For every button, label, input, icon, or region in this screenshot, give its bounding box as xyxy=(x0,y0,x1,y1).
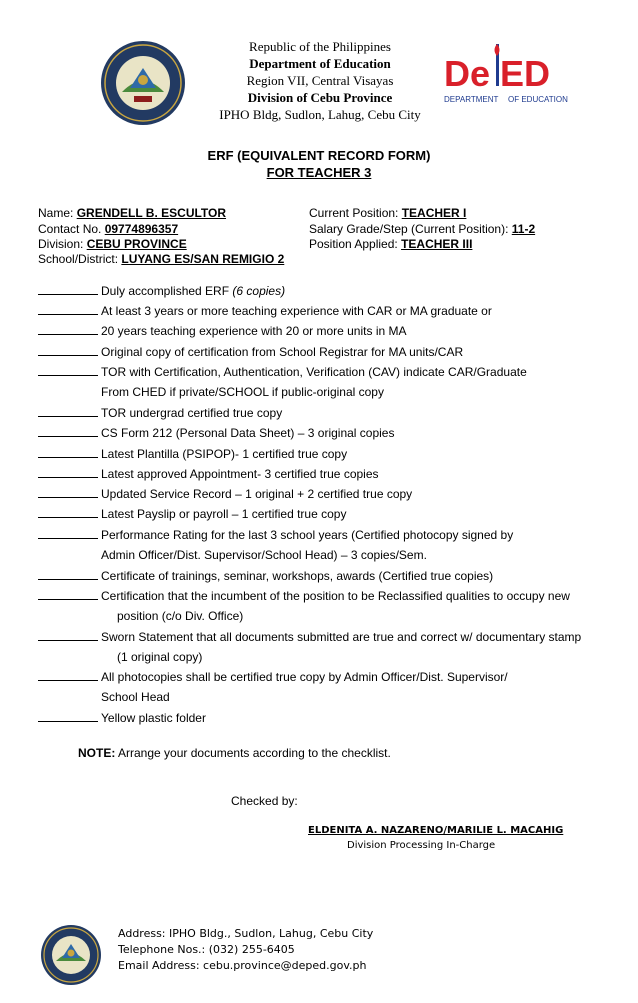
contact-value: 09774896357 xyxy=(104,222,179,236)
salary-label: Salary Grade/Step (Current Position): xyxy=(309,222,512,236)
checklist-item: Performance Rating for the last 3 school years (Certified photocopy signed by xyxy=(38,527,618,543)
division-field xyxy=(38,236,187,252)
checkbox-blank[interactable] xyxy=(38,506,98,518)
checkbox-blank[interactable] xyxy=(38,568,98,580)
checkbox-blank[interactable] xyxy=(38,588,98,600)
checkbox-blank[interactable] xyxy=(38,283,98,295)
republic-line: Republic of the Philippines xyxy=(249,39,391,54)
svg-text:De: De xyxy=(444,53,491,94)
checkbox-blank[interactable] xyxy=(38,486,98,498)
checklist-item: At least 3 years or more teaching experience with CAR or MA graduate or xyxy=(38,303,618,319)
division-line: Division of Cebu Province xyxy=(247,90,393,105)
checkbox-blank[interactable] xyxy=(38,446,98,458)
checklist-item-continued: Admin Officer/Dist. Supervisor/School Head) – 3 copies/Sem. xyxy=(101,548,427,562)
svg-text:ED: ED xyxy=(500,53,551,94)
signatory-name: ELDENITA A. NAZARENO/MARILIE L. MACAHIG xyxy=(308,825,564,836)
name-value: GRENDELL B. ESCULTOR xyxy=(76,206,227,220)
checkbox-blank[interactable] xyxy=(38,323,98,335)
position-value: TEACHER I xyxy=(401,206,467,220)
position-field xyxy=(309,205,466,221)
checklist-item: Updated Service Record – 1 original + 2 certified true copy xyxy=(38,486,618,502)
school-field xyxy=(38,251,284,267)
signatory-role: Division Processing In-Charge xyxy=(347,840,496,851)
checkbox-blank[interactable] xyxy=(38,364,98,376)
contact-label: Contact No. xyxy=(38,222,105,236)
note-label: NOTE: xyxy=(78,746,116,760)
position-label: Current Position: xyxy=(309,206,402,220)
division-seal-logo xyxy=(100,40,186,126)
checkbox-blank[interactable] xyxy=(38,710,98,722)
region-line: Region VII, Central Visayas xyxy=(246,73,394,88)
applied-field xyxy=(309,236,472,252)
letterhead xyxy=(200,38,440,123)
name-field xyxy=(38,205,226,221)
checklist-item-continued: position (c/o Div. Office) xyxy=(117,609,244,623)
deped-logo-dept: DEPARTMENT xyxy=(444,95,499,104)
contact-field xyxy=(38,221,178,237)
checklist-item: Certificate of trainings, seminar, workshops, awards (Certified true copies) xyxy=(38,568,618,584)
deped-logo xyxy=(442,40,570,106)
checkbox-blank[interactable] xyxy=(38,425,98,437)
department-line: Department of Education xyxy=(249,56,391,71)
note-text: Arrange your documents according to the checklist. xyxy=(115,746,391,760)
name-label: Name: xyxy=(38,206,77,220)
checklist-item-continued: (1 original copy) xyxy=(117,650,203,664)
footer-contact xyxy=(118,926,373,974)
checklist-item: CS Form 212 (Personal Data Sheet) – 3 original copies xyxy=(38,425,618,441)
checklist-item: All photocopies shall be certified true copy by Admin Officer/Dist. Supervisor/ xyxy=(38,669,618,685)
checklist-item: Yellow plastic folder xyxy=(38,710,618,726)
checklist-item: Original copy of certification from School Registrar for MA units/CAR xyxy=(38,344,618,360)
address-line: IPHO Bldg, Sudlon, Lahug, Cebu City xyxy=(219,107,421,122)
checkbox-blank[interactable] xyxy=(38,405,98,417)
checklist-item: Duly accomplished ERF (6 copies) xyxy=(38,283,618,299)
checklist-item: Sworn Statement that all documents submitted are true and correct w/ documentary stamp xyxy=(38,629,618,645)
checklist-item: TOR undergrad certified true copy xyxy=(38,405,618,421)
deped-logo-of-education: OF EDUCATION xyxy=(508,95,568,104)
checklist-item: Latest Payslip or payroll – 1 certified true copy xyxy=(38,506,618,522)
checkbox-blank[interactable] xyxy=(38,344,98,356)
checkbox-blank[interactable] xyxy=(38,466,98,478)
school-label: School/District: xyxy=(38,252,122,266)
form-subtitle: FOR TEACHER 3 xyxy=(266,165,372,180)
salary-field xyxy=(309,221,535,237)
footer-email[interactable]: Email Address: cebu.province@deped.gov.ph xyxy=(118,959,367,972)
checklist-item-continued: School Head xyxy=(101,690,170,704)
checklist-item: Latest approved Appointment- 3 certified true copies xyxy=(38,466,618,482)
division-value: CEBU PROVINCE xyxy=(86,237,187,251)
salary-value: 11-2 xyxy=(511,222,536,236)
footer-telephone: Telephone Nos.: (032) 255-6405 xyxy=(118,943,295,956)
checklist-item: Latest Plantilla (PSIPOP)- 1 certified true copy xyxy=(38,446,618,462)
division-label: Division: xyxy=(38,237,87,251)
checklist-item-continued: From CHED if private/SCHOOL if public-original copy xyxy=(101,385,384,399)
checklist-item: TOR with Certification, Authentication, Verification (CAV) indicate CAR/Graduate xyxy=(38,364,618,380)
form-title: ERF (EQUIVALENT RECORD FORM) xyxy=(207,148,431,163)
footer-seal-logo xyxy=(40,924,102,986)
checked-by-label: Checked by: xyxy=(231,794,298,808)
applied-label: Position Applied: xyxy=(309,237,402,251)
applied-value: TEACHER III xyxy=(401,237,473,251)
checkbox-blank[interactable] xyxy=(38,669,98,681)
footer-address: Address: IPHO Bldg., Sudlon, Lahug, Cebu City xyxy=(118,927,374,940)
checklist-item: Certification that the incumbent of the position to be Reclassified qualities to occupy new xyxy=(38,588,618,604)
checklist-item: 20 years teaching experience with 20 or more units in MA xyxy=(38,323,618,339)
note xyxy=(78,745,391,761)
checkbox-blank[interactable] xyxy=(38,303,98,315)
checkbox-blank[interactable] xyxy=(38,629,98,641)
checkbox-blank[interactable] xyxy=(38,527,98,539)
school-value: LUYANG ES/SAN REMIGIO 2 xyxy=(121,252,285,266)
